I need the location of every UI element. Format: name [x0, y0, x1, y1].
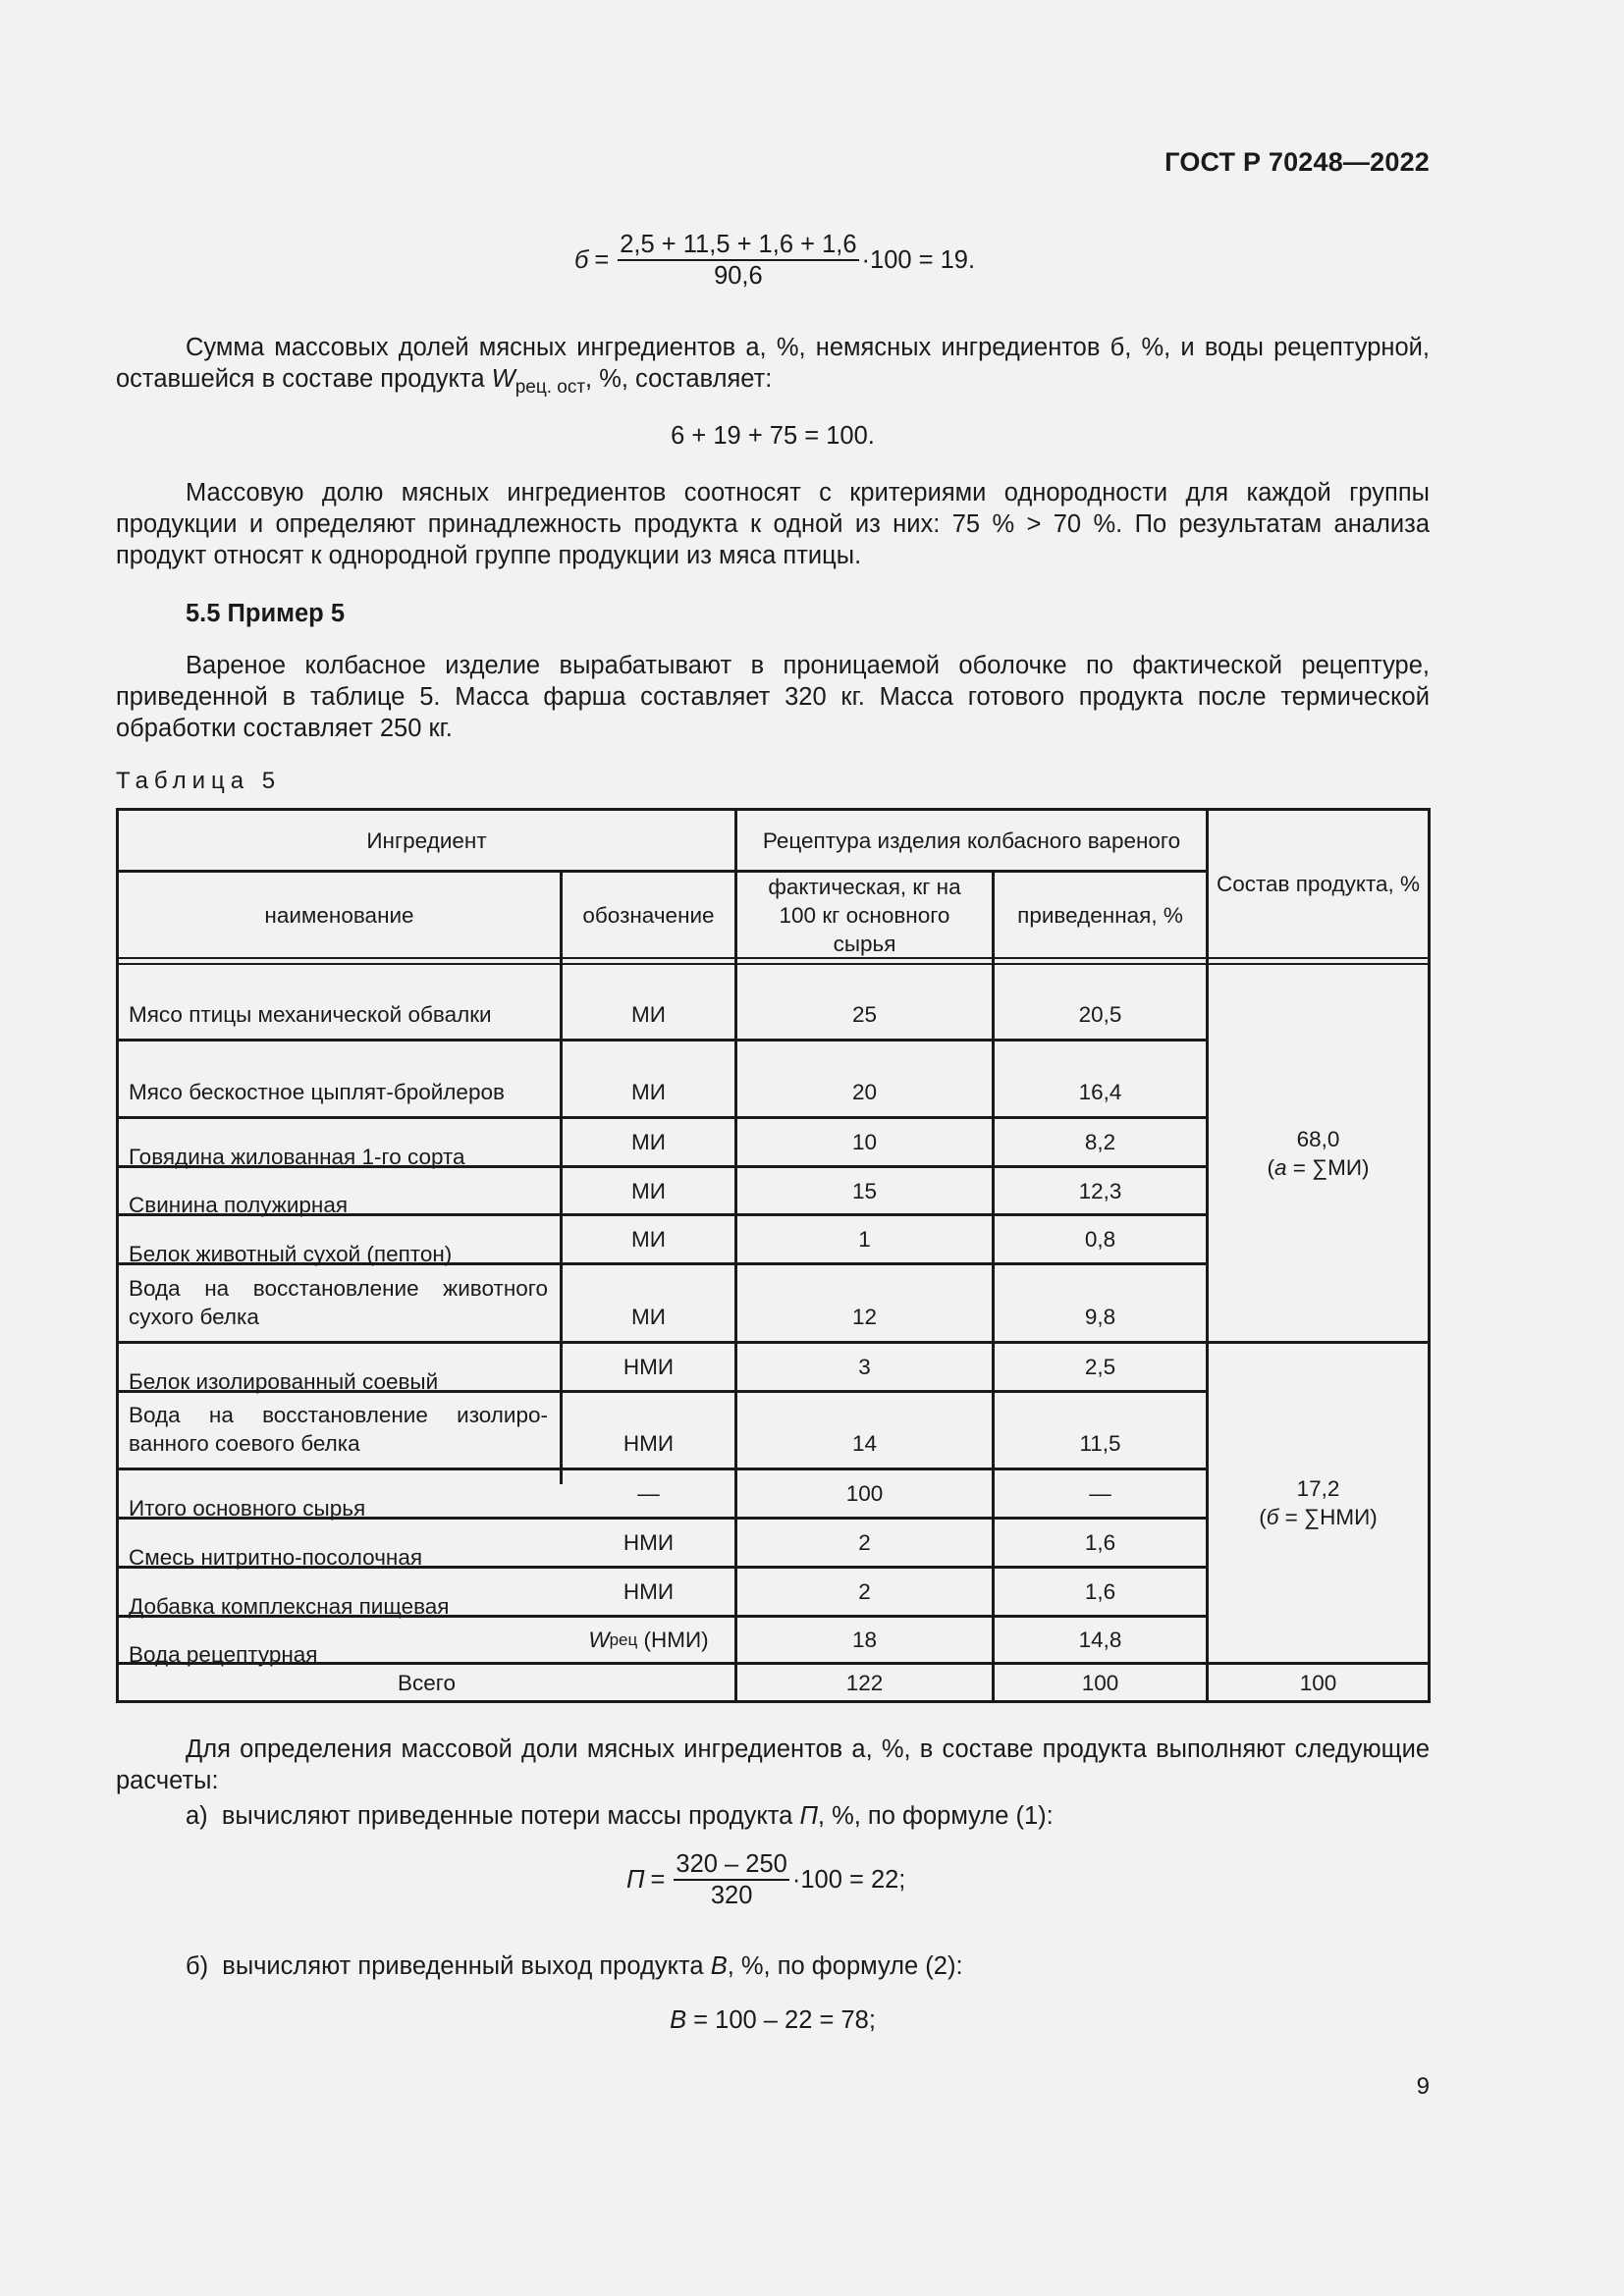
ingredient-reduced: 1,6: [1084, 1530, 1116, 1555]
formula-v: В = 100 – 22 = 78;: [670, 2006, 876, 2034]
formula-p-eq: =: [650, 1865, 666, 1894]
step-b: б) вычисляют приведенный выход продукта В, %, по формуле (2):: [186, 1952, 963, 1980]
ingredient-designation: МИ: [631, 1178, 666, 1203]
ingredient-designation: W рец (НМИ): [588, 1628, 709, 1652]
formula-b-numerator: 2,5 + 11,5 + 1,6 + 1,6: [620, 231, 857, 258]
ingredient-actual: 20: [851, 1080, 878, 1104]
header-actual: фактическая, кг на 100 кг основного сырья: [768, 874, 961, 956]
ingredient-actual: 12: [851, 1305, 878, 1329]
ingredient-reduced: 2,5: [1084, 1355, 1116, 1379]
group-meat-value: 68,0: [1296, 1126, 1340, 1151]
total-reduced: 100: [1081, 1670, 1119, 1695]
formula-b-lhs: б: [574, 245, 589, 274]
ingredient-reduced: 0,8: [1084, 1227, 1116, 1252]
ingredient-name: Добавка комплексная пищевая: [129, 1593, 450, 1619]
ingredient-reduced: 12,3: [1078, 1178, 1122, 1203]
paragraph-sum: [116, 332, 1430, 398]
total-actual: 122: [845, 1670, 884, 1695]
formula-p-numerator: 320 – 250: [676, 1850, 787, 1878]
ingredient-name: Белок изолированный соевый: [129, 1368, 439, 1394]
ingredient-reduced: 8,2: [1084, 1130, 1116, 1154]
ingredient-actual: 25: [851, 1002, 878, 1027]
ingredient-reduced: 16,4: [1078, 1080, 1122, 1104]
ingredient-reduced: 11,5: [1079, 1431, 1121, 1456]
ingredient-actual: 100: [845, 1481, 884, 1506]
header-recipe: Рецептура изделия колбасного вареного: [762, 828, 1181, 853]
formula-b-rhs: ·100 = 19.: [861, 245, 976, 274]
paragraph-criteria-text: Массовую долю мясных ингредиентов соотносят с критериями однородности для каждой группы продукции и определяют принадлежность продукта к одной из них: 75 % > 70 %. По результатам анализа продукт относят к однородной группе продукции из мяса птицы.: [116, 479, 1430, 569]
formula-p-rhs: ·100 = 22;: [791, 1865, 906, 1894]
ingredient-designation: НМИ: [623, 1530, 675, 1555]
header-designation: обозначение: [582, 902, 715, 928]
formula-p-fraction: [674, 1851, 788, 1908]
formula-b: [574, 232, 975, 289]
ingredient-actual: 14: [851, 1431, 878, 1456]
paragraph-example: [116, 650, 1430, 744]
paragraph-calc-text: Для определения массовой доли мясных ингредиентов а, %, в составе продукта выполняют следующие расчеты:: [116, 1735, 1430, 1794]
ingredient-designation: НМИ: [623, 1431, 675, 1456]
group-nonmeat-composition: [1209, 1344, 1428, 1662]
sum-equation: 6 + 19 + 75 = 100.: [671, 422, 875, 450]
group-meat-formula: (а = ∑МИ): [1267, 1154, 1370, 1180]
formula-p-lhs: П: [626, 1865, 645, 1894]
ingredient-name: Белок животный сухой (пептон): [129, 1241, 453, 1266]
paragraph-calc: [116, 1734, 1430, 1796]
ingredient-designation: НМИ: [623, 1579, 675, 1604]
ingredient-designation: МИ: [631, 1130, 666, 1154]
formula-p-denominator: 320: [674, 1879, 788, 1908]
formula-b-denominator: 90,6: [618, 259, 858, 289]
ingredient-reduced: 20,5: [1078, 1002, 1122, 1027]
ingredient-designation: МИ: [631, 1305, 666, 1329]
ingredient-reduced: 14,8: [1078, 1628, 1122, 1652]
paragraph-example-text: Вареное колбасное изделие вырабатывают в проницаемой оболочке по фактической рецептуре, приведенной в таблице 5. Масса фарша составляет 320 кг. Масса готового продукта после термической обработки составляет 250 кг.: [116, 652, 1430, 742]
step-a: а) вычисляют приведенные потери массы продукта П, %, по формуле (1):: [186, 1802, 1054, 1830]
ingredient-name: Говядина жилованная 1-го сорта: [129, 1144, 465, 1169]
group-nonmeat-formula: (б = ∑НМИ): [1259, 1505, 1378, 1529]
ingredient-designation: МИ: [631, 1080, 666, 1104]
ingredient-actual: 2: [858, 1530, 871, 1555]
ingredient-designation: НМИ: [623, 1355, 675, 1379]
group-nonmeat-value: 17,2: [1296, 1476, 1340, 1501]
w-subscript: рец. ост: [514, 377, 586, 398]
recipe-table: [116, 808, 1431, 1703]
paragraph-criteria: [116, 477, 1430, 571]
page-number: 9: [1416, 2073, 1430, 2100]
w-symbol: W: [491, 365, 515, 393]
ingredient-actual: 18: [851, 1628, 878, 1652]
ingredient-actual: 15: [851, 1178, 878, 1203]
document-code: ГОСТ Р 70248—2022: [1164, 147, 1430, 177]
ingredient-actual: 3: [858, 1355, 871, 1379]
designation-tail: (НМИ): [637, 1628, 709, 1652]
section-title: 5.5 Пример 5: [186, 600, 346, 627]
total-composition: 100: [1299, 1670, 1337, 1695]
ingredient-actual: 2: [858, 1579, 871, 1604]
formula-p: [626, 1851, 905, 1908]
ingredient-name: Вода рецептурная: [129, 1641, 318, 1667]
ingredient-reduced: 1,6: [1084, 1579, 1116, 1604]
ingredient-designation: МИ: [631, 1002, 666, 1027]
ingredient-name: Смесь нитритно-посолочная: [129, 1544, 423, 1570]
w-symbol: W: [588, 1628, 610, 1652]
ingredient-name: Мясо птицы механической обвалки: [129, 1002, 492, 1027]
ingredient-name: Вода на восстановление изолированного соевого белка: [129, 1403, 548, 1456]
ingredient-designation: —: [637, 1481, 660, 1506]
paragraph-sum-text: Сумма массовых долей мясных ингредиентов а, %, немясных ингредиентов б, %, и воды рецептурной, оставшейся в составе продукта: [116, 334, 1430, 393]
ingredient-actual: 1: [858, 1227, 871, 1252]
formula-b-fraction: [618, 232, 858, 289]
header-name: наименование: [264, 902, 414, 928]
ingredient-reduced: —: [1089, 1481, 1111, 1506]
ingredient-designation: МИ: [631, 1227, 666, 1252]
ingredient-name: Свинина полужирная: [129, 1193, 349, 1217]
group-meat-composition: [1209, 965, 1428, 1341]
header-reduced: приведенная, %: [1017, 902, 1183, 928]
header-ingredient: Ингредиент: [366, 828, 487, 853]
ingredient-actual: 10: [851, 1130, 878, 1154]
total-label: Всего: [398, 1670, 456, 1695]
table-label: Таблица 5: [116, 768, 282, 794]
ingredient-name: Вода на восстановление животного сухого белка: [129, 1276, 548, 1329]
ingredient-reduced: 9,8: [1084, 1305, 1116, 1329]
header-composition: Состав продукта, %: [1216, 872, 1421, 896]
formula-b-eq: =: [594, 245, 610, 274]
ingredient-name: Итого основного сырья: [129, 1495, 366, 1521]
paragraph-sum-tail: , %, составляет:: [585, 365, 773, 393]
ingredient-name: Мясо бескостное цыплят-бройлеров: [129, 1080, 505, 1104]
